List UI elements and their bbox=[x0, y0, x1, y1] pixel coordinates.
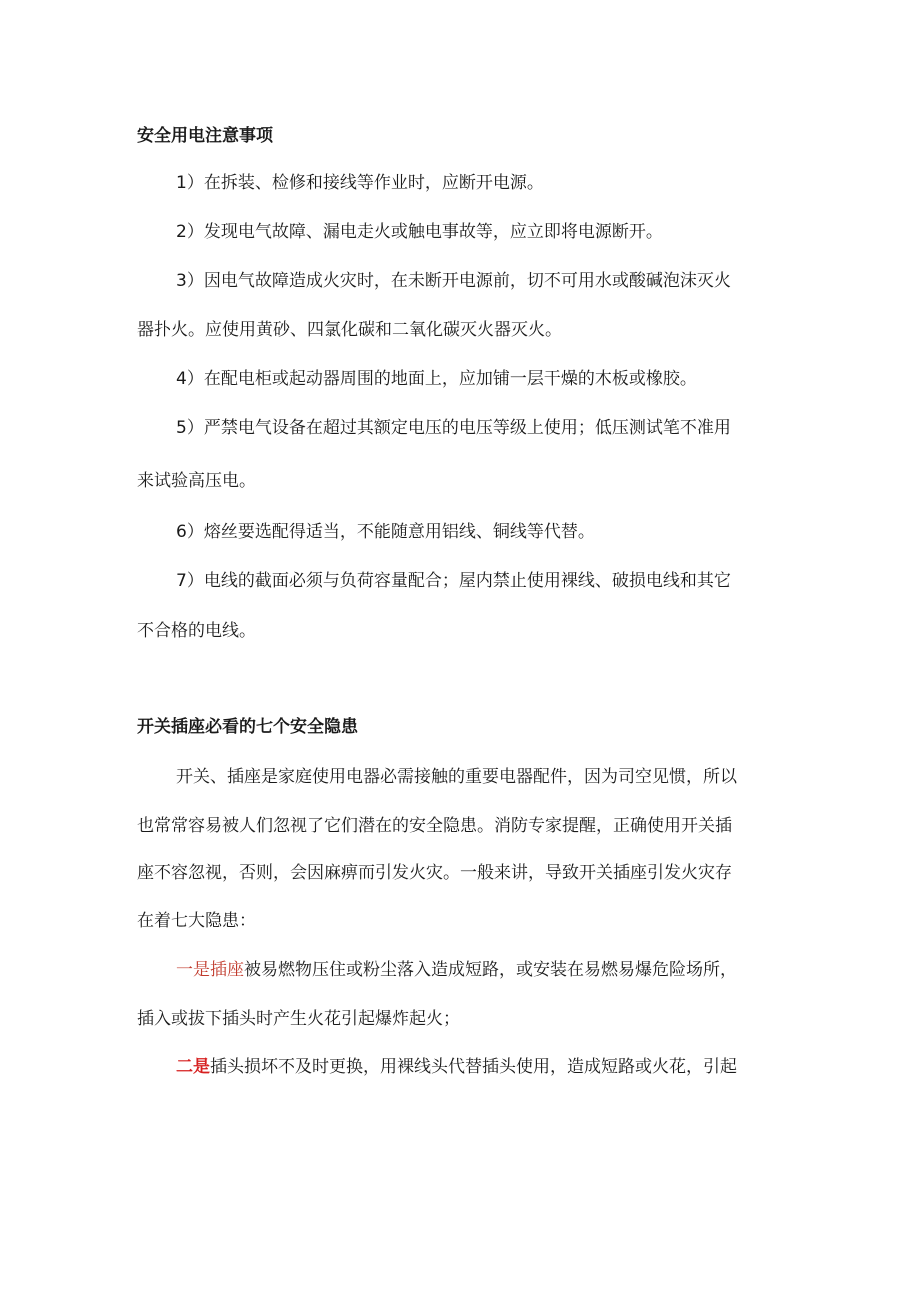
list-item: 3）因电气故障造成火灾时，在未断开电源前，切不可用水或酸碱泡沫灭火 bbox=[176, 271, 731, 291]
hazard-text: 插头损坏不及时更换，用裸线头代替插头使用，造成短路或火花，引起 bbox=[210, 1057, 737, 1077]
paragraph-line: 座不容忽视，否则，会因麻痹而引发火灾。一般来讲，导致开关插座引发火灾存 bbox=[137, 863, 732, 883]
paragraph-line: 也常常容易被人们忽视了它们潜在的安全隐患。消防专家提醒，正确使用开关插 bbox=[137, 816, 732, 836]
hazard-continuation: 插入或拔下插头时产生火花引起爆炸起火； bbox=[137, 1009, 460, 1029]
paragraph-line: 在着七大隐患： bbox=[137, 911, 256, 931]
list-item: 7）电线的截面必须与负荷容量配合；屋内禁止使用裸线、破损电线和其它 bbox=[176, 571, 731, 591]
list-item: 2）发现电气故障、漏电走火或触电事故等，应立即将电源断开。 bbox=[176, 222, 663, 242]
hazard-item bbox=[176, 1055, 737, 1079]
list-item-continuation: 器扑火。应使用黄砂、四氯化碳和二氧化碳灭火器灭火。 bbox=[137, 320, 562, 340]
section-title: 安全用电注意事项 bbox=[137, 126, 273, 146]
hazard-label: 二是 bbox=[176, 1057, 210, 1077]
list-item-continuation: 不合格的电线。 bbox=[137, 621, 256, 641]
paragraph-line: 开关、插座是家庭使用电器必需接触的重要电器配件，因为司空见惯，所以 bbox=[176, 767, 737, 787]
hazard-text: 被易燃物压住或粉尘落入造成短路，或安装在易燃易爆危险场所， bbox=[244, 960, 737, 980]
hazard-item bbox=[176, 958, 737, 982]
hazard-label: 一是插座 bbox=[176, 960, 244, 980]
section-title: 开关插座必看的七个安全隐患 bbox=[137, 717, 358, 737]
list-item: 1）在拆装、检修和接线等作业时，应断开电源。 bbox=[176, 173, 544, 193]
list-item: 6）熔丝要选配得适当，不能随意用铝线、铜线等代替。 bbox=[176, 522, 595, 542]
list-item-continuation: 来试验高压电。 bbox=[137, 471, 256, 491]
list-item: 4）在配电柜或起动器周围的地面上，应加铺一层干燥的木板或橡胶。 bbox=[176, 369, 697, 389]
list-item: 5）严禁电气设备在超过其额定电压的电压等级上使用；低压测试笔不准用 bbox=[176, 418, 731, 438]
